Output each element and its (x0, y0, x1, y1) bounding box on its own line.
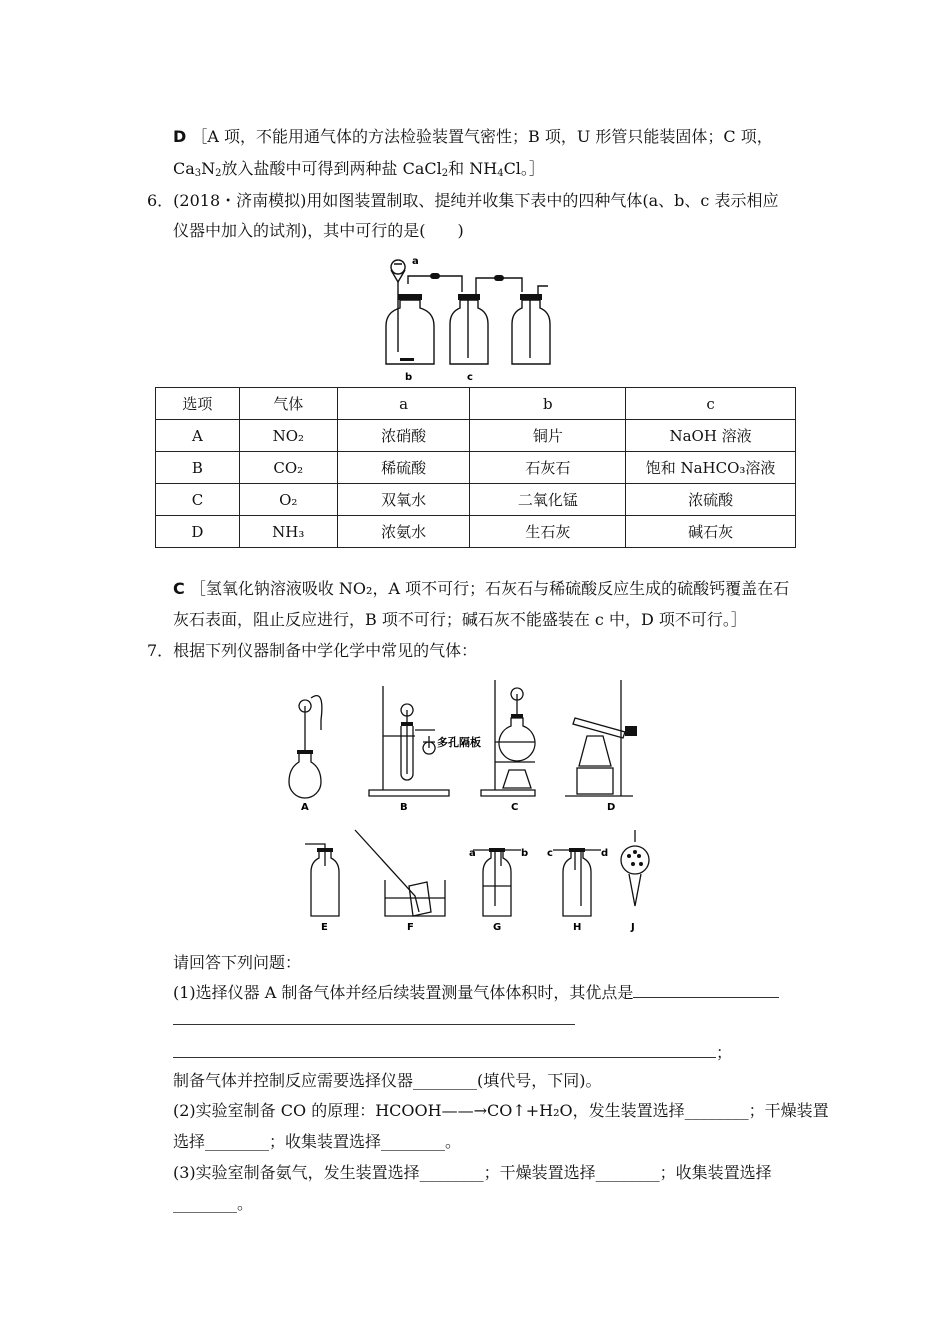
answer5-letter: D (173, 127, 187, 146)
answer5-text2a: Ca (173, 159, 195, 178)
q6-fig-label-a: a (412, 256, 419, 267)
q7-port-label-a: a (469, 848, 476, 859)
q7-port-label-b: b (521, 848, 529, 859)
answer5-text2b: N (201, 159, 216, 178)
q7-fig-label-F: F (407, 922, 414, 933)
q6-apparatus-figure (378, 252, 570, 384)
q7-fig-label-G: G (493, 922, 502, 933)
table-header-cell: 选项 (156, 388, 240, 420)
answer-blank[interactable] (173, 1010, 575, 1025)
table-cell: O₂ (239, 484, 337, 516)
q7-p2-line1: (2)实验室制备 CO 的原理：HCOOH——→CO↑+H₂O，发生装置选择________；干燥装置 (173, 1101, 829, 1120)
table-cell: D (156, 516, 240, 548)
table-header-cell: 气体 (239, 388, 337, 420)
answer6-line2: 灰石表面，阻止反应进行，B 项不可行；碱石灰不能盛装在 c 中，D 项不可行。］ (173, 610, 747, 629)
table-header-cell: b (470, 388, 626, 420)
table-row (156, 484, 796, 516)
q7-p1-line1 (173, 980, 779, 1003)
q6-options-table (155, 387, 796, 548)
q7-fig-label-H: H (573, 922, 582, 933)
table-cell: 碱石灰 (626, 516, 796, 548)
answer5-text2e: Cl。］ (503, 159, 545, 178)
table-cell: 浓硝酸 (337, 420, 470, 452)
q6-fig-label-b: b (405, 372, 413, 383)
q7-fig-label-D: D (607, 802, 616, 813)
q7-apparatus-figure-top (285, 670, 665, 820)
q7-p1-line4: 制备气体并控制反应需要选择仪器________(填代号，下同)。 (173, 1071, 602, 1090)
q7-fig-label-J: J (631, 922, 635, 933)
table-cell: A (156, 420, 240, 452)
table-cell: NaOH 溶液 (626, 420, 796, 452)
q7-port-label-d: d (601, 848, 609, 859)
table-header-cell: c (626, 388, 796, 420)
table-cell: 浓硫酸 (626, 484, 796, 516)
q7-p1-line3 (173, 1040, 732, 1063)
q7-p1-line2 (173, 1010, 575, 1029)
table-header-cell: a (337, 388, 470, 420)
table-cell: NH₃ (239, 516, 337, 548)
table-row (156, 420, 796, 452)
answer6-letter: C (173, 579, 185, 598)
q7-fig-label-B: B (400, 802, 408, 813)
q6-fig-label-c: c (467, 372, 473, 383)
q6-line1: 6．(2018・济南模拟)用如图装置制取、提纯并收集下表中的四种气体(a、b、c 表示相应 (147, 191, 779, 210)
table-cell: 二氧化锰 (470, 484, 626, 516)
answer5-text2c: 放入盐酸中可得到两种盐 CaCl (221, 159, 442, 178)
q7-apparatus-figure-bottom (295, 826, 655, 936)
answer6-text1: ［氢氧化钠溶液吸收 NO₂，A 项不可行；石灰石与稀硫酸反应生成的硫酸钙覆盖在石 (189, 579, 790, 598)
q7-port-label-c: c (547, 848, 553, 859)
answer-blank[interactable] (633, 983, 779, 998)
q7-p3-line1: (3)实验室制备氨气，发生装置选择________；干燥装置选择________；收集装置选择 (173, 1163, 772, 1182)
table-cell: B (156, 452, 240, 484)
answer-blank[interactable] (173, 1043, 716, 1058)
table-cell: NO₂ (239, 420, 337, 452)
answer5-text2d: 和 NH (448, 159, 498, 178)
answer5-line1 (173, 124, 773, 147)
q7-p2-line2: 选择________；收集装置选择________。 (173, 1132, 462, 1151)
q7-p1-text: (1)选择仪器 A 制备气体并经后续装置测量气体体积时，其优点是 (173, 983, 634, 1002)
q7-line1: 7．根据下列仪器制备中学化学中常见的气体： (147, 641, 478, 660)
q7-fig-label-C: C (511, 802, 519, 813)
table-cell: 石灰石 (470, 452, 626, 484)
q7-fig-note: 多孔隔板 (437, 736, 481, 749)
table-cell: 稀硫酸 (337, 452, 470, 484)
table-cell: 铜片 (470, 420, 626, 452)
q7-p3-line2: ________。 (173, 1194, 254, 1213)
q7-p1-end: ； (716, 1043, 733, 1062)
q6-line2: 仪器中加入的试剂)，其中可行的是( ) (173, 221, 464, 240)
table-row (156, 452, 796, 484)
table-cell: CO₂ (239, 452, 337, 484)
answer5-text1: ［A 项，不能用通气体的方法检验装置气密性；B 项，U 形管只能装固体；C 项， (191, 127, 773, 146)
q7-prompt: 请回答下列问题： (173, 953, 302, 972)
table-cell: 浓氨水 (337, 516, 470, 548)
table-cell: 双氧水 (337, 484, 470, 516)
table-row (156, 516, 796, 548)
answer6-line1 (173, 576, 789, 599)
table-cell: C (156, 484, 240, 516)
q7-fig-label-A: A (301, 802, 309, 813)
q7-fig-label-E: E (321, 922, 328, 933)
table-cell: 生石灰 (470, 516, 626, 548)
answer5-line2: $Ca_3N_2$放入盐酸中可得到两种盐 CaCl$_2$和 $NH_4Cl$。］ (173, 159, 545, 179)
table-cell: 饱和 NaHCO₃溶液 (626, 452, 796, 484)
table-header-row (156, 388, 796, 420)
